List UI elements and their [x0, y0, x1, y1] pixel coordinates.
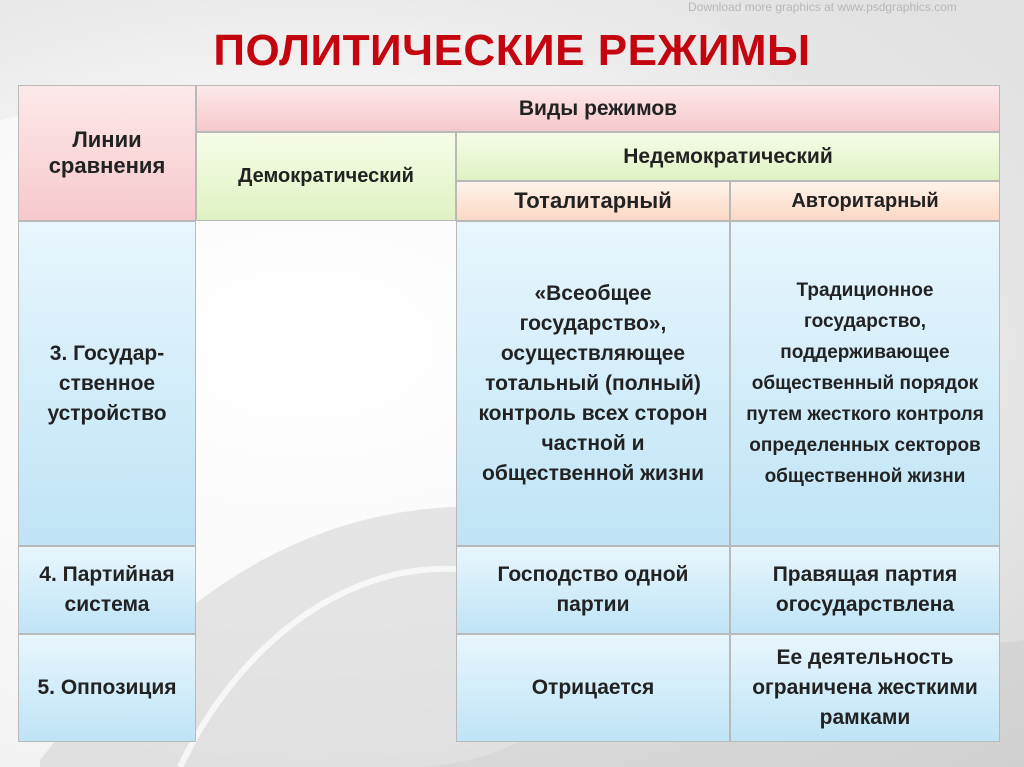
cell-text: Господство одной партии [497, 563, 689, 616]
cell-text: Отрицается [531, 676, 655, 699]
cell-authoritarian-party [730, 546, 1000, 634]
cell-text: Традиционное государство, поддерживающее общественный порядок путем жесткого контроля определенных секторов общественной жизни [746, 280, 984, 487]
cell-authoritarian-opposition [730, 634, 1000, 742]
democratic-header [196, 132, 456, 221]
nondemocratic-header [456, 132, 1000, 181]
totalitarian-header [456, 181, 730, 221]
row-label-text: 3. Государ-ственное устройство [47, 341, 167, 425]
cell-text: Правящая партия огосударствлена [772, 563, 958, 616]
authoritarian-header [730, 181, 1000, 221]
totalitarian-header-text: Тоталитарный [514, 188, 672, 213]
types-header [196, 85, 1000, 132]
cell-totalitarian-party [456, 546, 730, 634]
row-label-opposition [18, 634, 196, 742]
cell-text: «Всеобщее государство», осуществляющее тотальный (полный) контроль всех сторон частной и общественной жизни [478, 281, 708, 485]
row-label-text: 5. Оппозиция [37, 676, 177, 699]
authoritarian-header-text: Авторитарный [791, 189, 939, 212]
cell-text: Ее деятельность ограничена жесткими рамками [752, 646, 978, 729]
row-label-text: 4. Партийная система [39, 563, 175, 616]
cell-authoritarian-state [730, 221, 1000, 546]
nondemocratic-header-text: Недемократический [623, 144, 833, 168]
row-label-state-structure [18, 221, 196, 546]
democratic-header-text: Демократический [238, 165, 414, 187]
cell-totalitarian-opposition [456, 634, 730, 742]
row-label-party-system [18, 546, 196, 634]
cell-totalitarian-state [456, 221, 730, 546]
page-title: ПОЛИТИЧЕСКИЕ РЕЖИМЫ [213, 26, 811, 75]
watermark: Download more graphics at www.psdgraphics.com [688, 0, 957, 14]
lines-header [18, 85, 196, 221]
types-header-text: Виды режимов [518, 96, 678, 120]
lines-header-text: Линии сравнения [48, 127, 166, 178]
